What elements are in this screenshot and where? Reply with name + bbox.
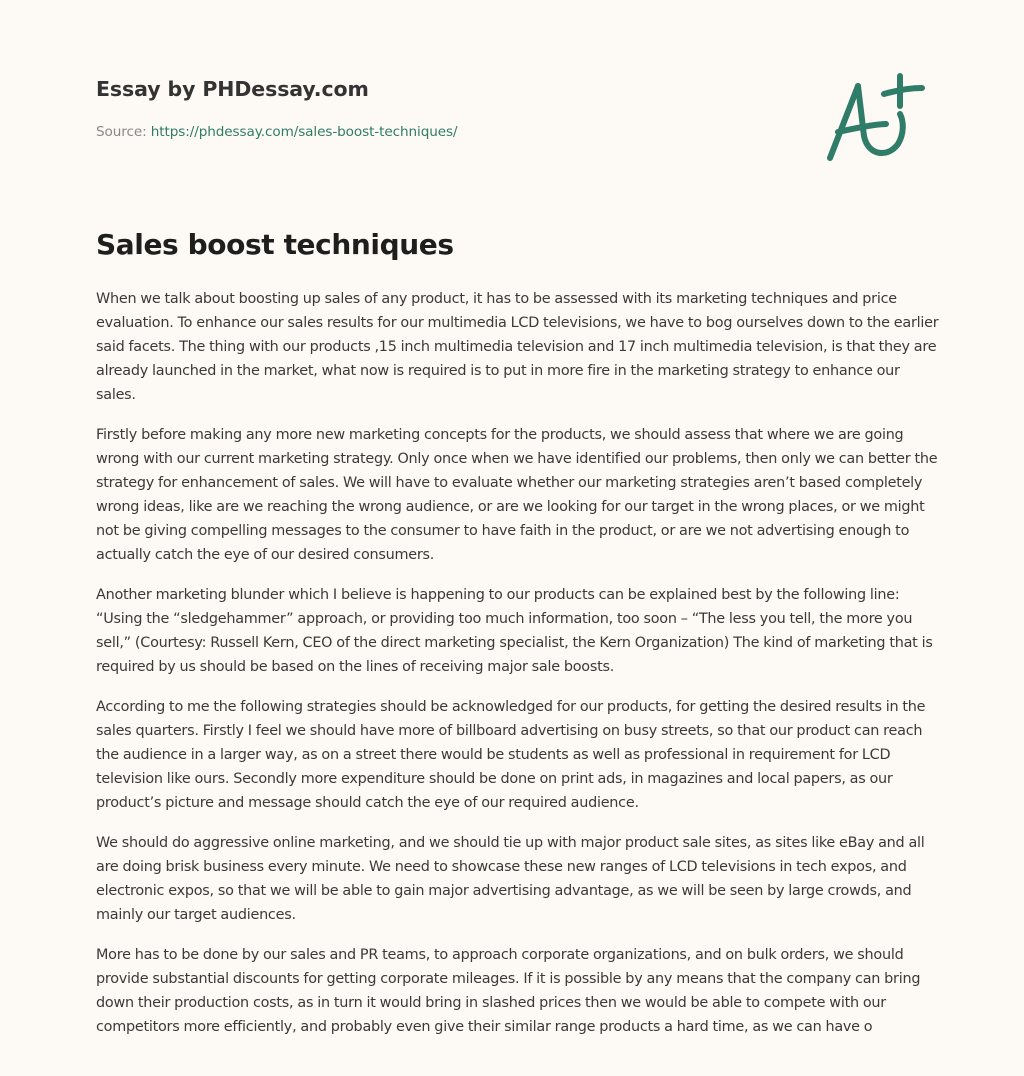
essay-header — [96, 74, 796, 142]
source-label: Source: — [96, 124, 151, 140]
source-line — [96, 122, 796, 142]
article-paragraph: Another marketing blunder which I believe is happening to our products can be explained best by the following line: “Using the “sledgehammer” approach, or providing too much information, too soon – “The less you tell, the more you sell,” (Courtesy: Russell Kern, CEO of the direct marketing specialist, the Kern Organization) The kind of marketing that is required by us should be based on the lines of receiving major sale boosts. — [96, 587, 933, 675]
a-plus-grade-icon — [818, 66, 930, 166]
essay-article — [96, 226, 941, 1055]
article-paragraph: We should do aggressive online marketing, and we should tie up with major product sale sites, as sites like eBay and all are doing brisk business every minute. We need to showcase these new ranges of LCD televisions in tech expos, and electronic expos, so that we will be able to gain major advertising advantage, as we will be seen by large crowds, and mainly our target audiences. — [96, 835, 925, 923]
source-link[interactable]: https://phdessay.com/sales-boost-techniques/ — [150, 124, 458, 140]
article-paragraph: More has to be done by our sales and PR teams, to approach corporate organizations, and on bulk orders, we should provide substantial discounts for getting corporate mileages. If it is possible by any means that the company can bring down their production costs, as in turn it would bring in slashed prices then we would be able to compete with our competitors more efficiently, and probably even give their similar range products a hard time, as we can have o — [96, 947, 921, 1035]
article-title: Sales boost techniques — [96, 228, 454, 261]
article-paragraph: Firstly before making any more new marketing concepts for the products, we should assess that where we are going wrong with our current marketing strategy. Only once when we have identified our problems, then only we can better the strategy for enhancement of sales. We will have to evaluate whether our marketing strategies aren’t based completely wrong ideas, like are we reaching the wrong audience, or are we looking for our target in the wrong places, or we might not be giving compelling messages to the consumer to have faith in the product, or are we not advertising enough to actually catch the eye of our desired consumers. — [96, 427, 938, 563]
site-title: Essay by PHDessay.com — [96, 77, 369, 101]
article-paragraph: When we talk about boosting up sales of any product, it has to be assessed with its marketing techniques and price evaluation. To enhance our sales results for our multimedia LCD televisions, we have to bog ourselves down to the earlier said facets. The thing with our products ,15 inch multimedia television and 17 inch multimedia television, is that they are already launched in the market, what now is required is to put in more fire in the marketing strategy to enhance our sales. — [96, 291, 939, 403]
article-paragraph: According to me the following strategies should be acknowledged for our products, for getting the desired results in the sales quarters. Firstly I feel we should have more of billboard advertising on busy streets, so that our product can reach the audience in a larger way, as on a street there would be students as well as professional in requirement for LCD television like ours. Secondly more expenditure should be done on print ads, in magazines and local papers, as our product’s picture and message should catch the eye of our required audience. — [96, 699, 926, 811]
